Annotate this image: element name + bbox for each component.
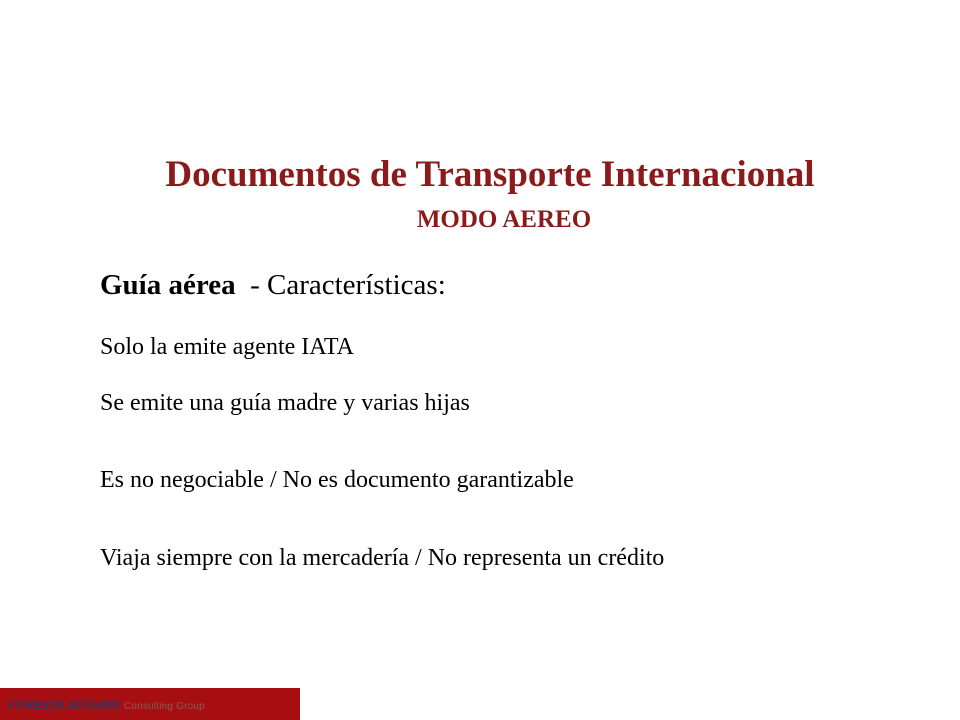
list-item: Se emite una guía madre y varias hijas [100,390,470,416]
heading-rest: - Características: [235,269,446,301]
footer-bar [0,688,300,720]
section-heading [100,266,446,304]
footer-logo [8,698,205,712]
list-item: Solo la emite agente IATA [100,334,355,360]
slide-subtitle: MODO AEREO [416,206,592,233]
footer-brand-text: FOREIGN AFFAIRS [8,698,120,712]
list-item: Es no negociable / No es documento garantizable [100,467,574,493]
slide-title: Documentos de Transporte Internacional [165,154,815,195]
heading-bold: Guía aérea [100,269,236,301]
footer-subtitle-text: Consulting Group [123,701,205,712]
list-item: Viaja siempre con la mercadería / No representa un crédito [100,545,665,571]
